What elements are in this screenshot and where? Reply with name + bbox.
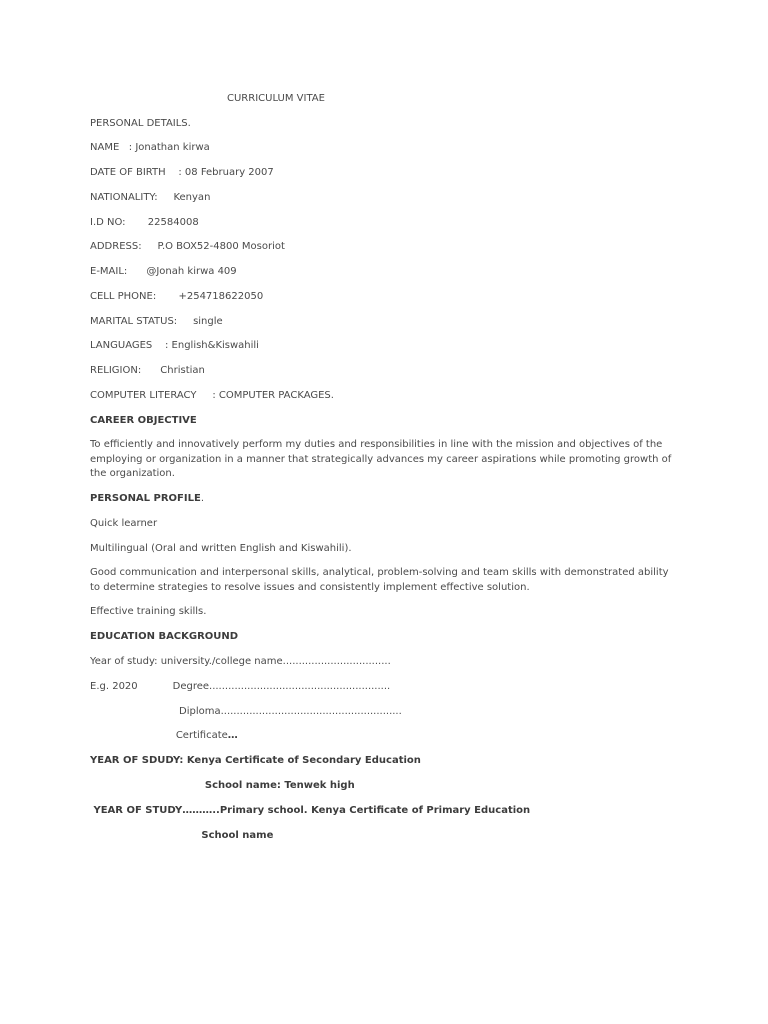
- education-diploma-line: Diploma.........................................................: [90, 706, 402, 717]
- education-degree-line: E.g. 2020 Degree.........................................................: [90, 681, 391, 692]
- document-title: CURRICULUM VITAE: [227, 93, 325, 104]
- personal-details-heading: PERSONAL DETAILS.: [90, 118, 191, 129]
- email-field: E-MAIL: @Jonah kirwa 409: [90, 266, 237, 277]
- education-background-heading: EDUCATION BACKGROUND: [90, 631, 239, 642]
- computer-literacy-field: COMPUTER LITERACY : COMPUTER PACKAGES.: [90, 390, 334, 401]
- profile-item: Good communication and interpersonal skills, analytical, problem-solving and team skills with demonstrated ability to determine strategies to resolve issues and consistently implement effective solution.: [90, 567, 669, 593]
- certificate-label: Certificate: [90, 730, 228, 741]
- personal-profile-heading-period: .: [200, 493, 204, 504]
- address-field: ADDRESS: P.O BOX52-4800 Mosoriot: [90, 241, 285, 252]
- profile-item: Effective training skills.: [90, 606, 207, 617]
- nationality-field: NATIONALITY: Kenyan: [90, 192, 211, 203]
- career-objective-text: To efficiently and innovatively perform my duties and responsibilities in line with the mission and objectives of the employing or organization in a manner that strategically advances my career aspirations while promoting growth of the organization.: [90, 439, 672, 479]
- id-number-field: I.D NO: 22584008: [90, 217, 199, 228]
- cell-phone-field: CELL PHONE: +254718622050: [90, 291, 264, 302]
- name-field: NAME : Jonathan kirwa: [90, 142, 210, 153]
- profile-item: Multilingual (Oral and written English and Kiswahili).: [90, 543, 352, 554]
- profile-item: Quick learner: [90, 518, 158, 529]
- personal-profile-heading: [90, 492, 204, 506]
- secondary-school-name: School name: Tenwek high: [90, 780, 355, 791]
- education-certificate-line: [90, 729, 238, 743]
- date-of-birth-field: DATE OF BIRTH : 08 February 2007: [90, 167, 274, 178]
- languages-field: LANGUAGES : English&Kiswahili: [90, 340, 259, 351]
- education-year-line: Year of study: university./college name..................................: [90, 656, 391, 667]
- primary-school-name: School name: [90, 830, 274, 841]
- career-objective-heading: CAREER OBJECTIVE: [90, 415, 197, 426]
- personal-profile-heading-text: PERSONAL PROFILE: [90, 493, 201, 504]
- secondary-education-line: YEAR OF SDUDY: Kenya Certificate of Secondary Education: [90, 755, 421, 766]
- primary-education-line: YEAR OF STUDY………..Primary school. Kenya Certificate of Primary Education: [90, 805, 531, 816]
- marital-status-field: MARITAL STATUS: single: [90, 316, 223, 327]
- religion-field: RELIGION: Christian: [90, 365, 205, 376]
- certificate-ellipsis: …: [227, 730, 238, 741]
